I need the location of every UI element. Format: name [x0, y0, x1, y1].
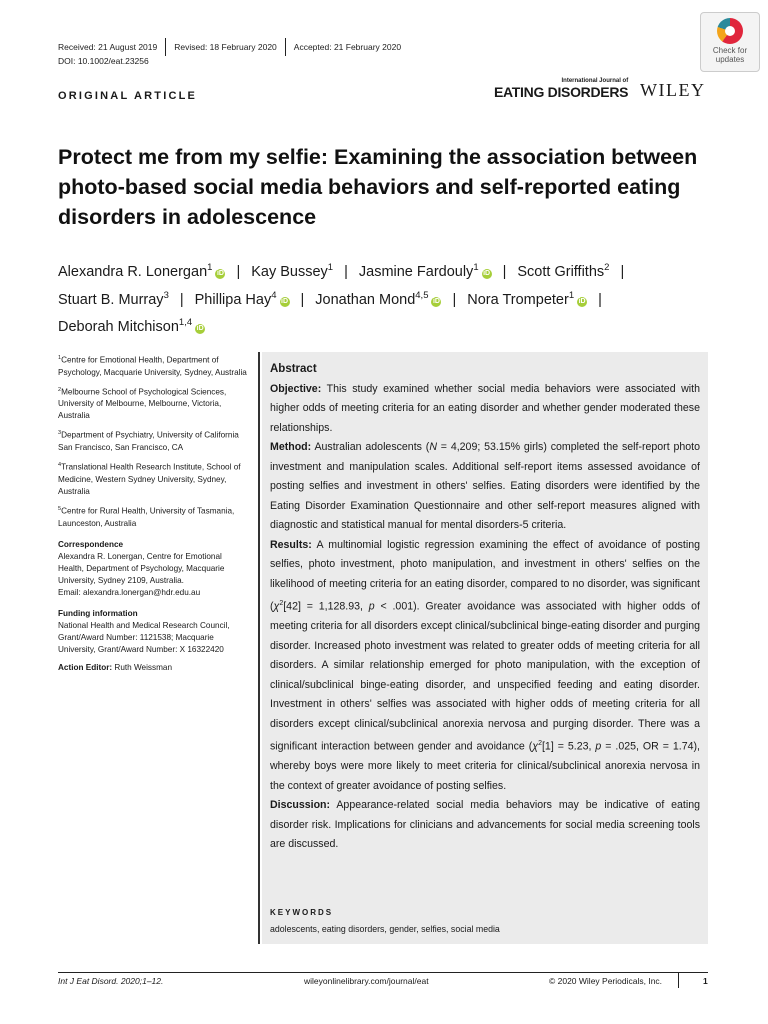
author-separator: |: [620, 263, 625, 280]
author-name: Kay Bussey: [251, 263, 328, 280]
affiliation-text: Centre for Emotional Health, Department of Psychology, Macquarie University, Sydney, Australia: [58, 355, 247, 377]
author-name: Deborah Mitchison: [58, 319, 179, 336]
abstract-heading: Abstract: [270, 363, 317, 375]
affiliation: [58, 459, 248, 498]
journal-logo-big: EATING DISORDERS: [494, 84, 629, 100]
author-name: Scott Griffiths: [517, 263, 605, 280]
p-symbol: p: [368, 600, 375, 613]
editor-label: Action Editor:: [58, 662, 113, 672]
affiliation-text: Department of Psychiatry, University of California San Francisco, San Francisco, CA: [58, 431, 239, 453]
abstract-discussion: [270, 796, 700, 855]
revised-date: Revised: 18 February 2020: [174, 42, 277, 52]
author[interactable]: [251, 264, 333, 280]
author-separator: |: [300, 291, 305, 308]
check-for-updates-button[interactable]: [700, 12, 760, 72]
footer-citation: Int J Eat Disord. 2020;1–12.: [58, 976, 164, 986]
author-name: Phillipa Hay: [194, 291, 272, 308]
author-name: Alexandra R. Lonergan: [58, 263, 208, 280]
author[interactable]: [315, 289, 441, 308]
footer-copyright: © 2020 Wiley Periodicals, Inc.: [549, 976, 663, 986]
abstract-method: [270, 438, 700, 536]
correspondence-text: Alexandra R. Lonergan, Centre for Emotional Health, Department of Psychology, Macquarie University, Sydney 2109, Australia.: [58, 551, 225, 585]
affiliation-number: 2: [58, 386, 62, 393]
author-separator: |: [598, 291, 602, 308]
article-type: ORIGINAL ARTICLE: [58, 90, 198, 102]
author[interactable]: [58, 264, 225, 280]
author[interactable]: [194, 289, 290, 308]
abstract: [270, 360, 700, 855]
author-affiliation-number: 1: [327, 262, 334, 273]
author-separator: |: [344, 263, 348, 280]
method-n: N: [429, 441, 437, 453]
author-name: Jonathan Mond: [315, 291, 416, 308]
page-number: 1: [703, 976, 708, 986]
author-separator: |: [502, 263, 507, 280]
objective-text: This study examined whether social media behaviors were associated with higher odds of meeting criteria for an eating disorder and whether gender moderated these relationships.: [270, 382, 701, 434]
funding-label: Funding information: [58, 608, 138, 618]
check-for-updates-label: Check for updates: [712, 46, 748, 64]
author[interactable]: [467, 289, 587, 308]
orcid-icon[interactable]: iD: [432, 297, 440, 305]
divider: [165, 38, 166, 56]
author-affiliation-number: 1: [473, 262, 479, 273]
author-affiliation-number: 3: [163, 289, 169, 301]
results-text: [1] = 5.23,: [541, 740, 596, 753]
footer-divider: [678, 972, 679, 988]
journal-logo: [494, 78, 628, 100]
abstract-rule: [258, 352, 260, 944]
correspondence-label: Correspondence: [58, 539, 124, 549]
article-title: Protect me from my selfie: Examining the association between photo-based social media behaviors and self-reported eating disorders in adolescence: [58, 145, 698, 229]
divider: [285, 38, 286, 56]
affiliation: [58, 427, 248, 454]
footer-url[interactable]: wileyonlinelibrary.com/journal/eat: [304, 976, 429, 986]
accepted-date: Accepted: 21 February 2020: [293, 42, 402, 52]
author-separator: |: [452, 291, 457, 308]
chi-symbol: χ: [273, 600, 280, 613]
author[interactable]: [517, 264, 609, 280]
results-text: A multinomial logistic regression examining the effect of avoidance of posting selfies, photo investment, photo manipulation, and investment in others' selfies on the likelihood of meeting criteria for an eating disorder, compared to no disorder, was significant (: [270, 538, 701, 613]
footer-rule: [58, 972, 708, 973]
abstract-objective: [270, 380, 700, 439]
orcid-icon[interactable]: iD: [281, 297, 289, 305]
author[interactable]: [58, 319, 205, 335]
discussion-label: Discussion:: [270, 799, 331, 812]
affiliation: [58, 352, 248, 379]
affiliations: [58, 352, 248, 530]
orcid-icon[interactable]: iD: [196, 325, 204, 333]
affiliation: [58, 384, 248, 423]
p-symbol: p: [595, 740, 602, 753]
affiliation: [58, 503, 248, 530]
affiliation-number: 4: [58, 462, 62, 469]
author-name: Nora Trompeter: [467, 291, 569, 308]
method-text: Australian adolescents (: [314, 441, 430, 453]
orcid-icon[interactable]: iD: [483, 269, 491, 277]
history-dates: [58, 38, 401, 56]
method-text: = 4,209; 53.15% girls) completed the self-report photo investment and manipulation scales. Additional self-report items assessed avoidance of posting selfies and investment in others' selfies. Eating disorders were identified by the Eating Disorder Examination Questionnaire and other self-report measures aligned with diagnostic and statistical manual for mental disorders-5 criteria.: [270, 441, 701, 531]
author-separator: |: [179, 291, 184, 308]
doi[interactable]: DOI: 10.1002/eat.23256: [58, 56, 149, 66]
orcid-icon[interactable]: iD: [216, 269, 224, 277]
correspondence-email[interactable]: Email: alexandra.lonergan@hdr.edu.au: [58, 587, 201, 597]
author-list: [58, 256, 718, 339]
objective-label: Objective:: [270, 382, 322, 395]
method-label: Method:: [270, 441, 312, 453]
abstract-results: Results: A multinomial logistic regression examining the effect of avoidance of posting selfies, photo investment, photo manipulation, and investment in others' selfies on the likelihood of meeting criteria for an eating disorder, compared to no disorder, was significant ($\chi^2[42] = 1,128.93$, p < .001). Greater avoidance was associated with higher odds of meeting criteria for all disorders except clinical/subclinical binge-eating disorder and purging disorder. Increased photo investment was related to greater odds of meeting criteria for all disorders. A similar relationship emerged for photo manipulation, with the exception of clinical/subclinical binge-eating disorder, and unspecified feeding and eating disorder. Investment in others' selfies was associated with higher odds of meeting criteria for all disorders except clinical/subclinical anorexia nervosa and purging disorder. There was a significant interaction between gender and avoidance ($\chi^2[1] = 5.23$, p = .025, OR = 1.74), whereby boys were more likely to meet criteria for clinical/subclinical anorexia nervosa in the context of greater avoidance of posting selfies.: [270, 538, 701, 792]
received-date: Received: 21 August 2019: [58, 42, 158, 52]
results-text: [42] = 1,128.93,: [283, 600, 369, 613]
author-affiliation-number: 1: [207, 262, 213, 273]
affiliation-number: 1: [58, 355, 62, 361]
author[interactable]: [359, 264, 492, 280]
author-affiliation-number: 4: [271, 289, 277, 301]
results-text: = .025, OR = 1.74), whereby boys were more likely to meet criteria for clinical/subclinical anorexia nervosa in the context of greater avoidance of posting selfies.: [270, 740, 701, 792]
keywords-text: adolescents, eating disorders, gender, selfies, social media: [270, 924, 500, 934]
author-affiliation-number: 1,4: [178, 317, 193, 329]
crossmark-icon: [717, 18, 743, 44]
results-label: Results:: [270, 538, 312, 551]
author-name: Jasmine Fardouly: [358, 263, 474, 280]
author-affiliation-number: 1: [568, 289, 575, 301]
author-affiliation-number: 4,5: [415, 289, 429, 301]
article-info-column: [58, 352, 248, 674]
publisher-logo: WILEY: [640, 80, 706, 100]
funding-text: National Health and Medical Research Council, Grant/Award Number: 1121538; Macquarie University, Grant/Award Number: X 16322420: [58, 620, 230, 654]
chi-symbol: χ: [532, 740, 539, 753]
affiliation-text: Translational Health Research Institute, School of Medicine, Western Sydney University, Sydney, Australia: [58, 462, 241, 496]
orcid-icon[interactable]: iD: [578, 297, 586, 305]
author[interactable]: [58, 289, 169, 308]
author-affiliation-number: 2: [604, 262, 610, 273]
affiliation-text: Melbourne School of Psychological Sciences, University of Melbourne, Melbourne, Victoria, Australia: [58, 387, 227, 421]
author-name: Stuart B. Murray: [58, 291, 164, 308]
keywords-label: KEYWORDS: [270, 908, 334, 917]
affiliation-text: Centre for Rural Health, University of Tasmania, Launceston, Australia: [58, 506, 235, 528]
discussion-text: Appearance-related social media behaviors may be indicative of eating disorder risk. Implications for clinicians and advancements for social media screening tools are discussed.: [270, 799, 701, 851]
affiliation-number: 3: [58, 430, 62, 437]
results-text: < .001). Greater avoidance was associated with higher odds of meeting criteria for all disorders except clinical/subclinical binge-eating disorder and purging disorder. Increased photo investment was related to greater odds of meeting criteria for all disorders. A similar relationship emerged for photo manipulation, with the exception of clinical/subclinical binge-eating disorder, and unspecified feeding and eating disorder. Investment in others' selfies was associated with higher odds of meeting criteria for all disorders except clinical/subclinical anorexia nervosa and purging disorder. There was a significant interaction between gender and avoidance (: [270, 600, 700, 753]
author-separator: |: [236, 263, 241, 280]
affiliation-number: 5: [58, 505, 62, 512]
editor-name: Ruth Weissman: [114, 662, 173, 672]
journal-logo-small: International Journal of: [561, 78, 629, 84]
